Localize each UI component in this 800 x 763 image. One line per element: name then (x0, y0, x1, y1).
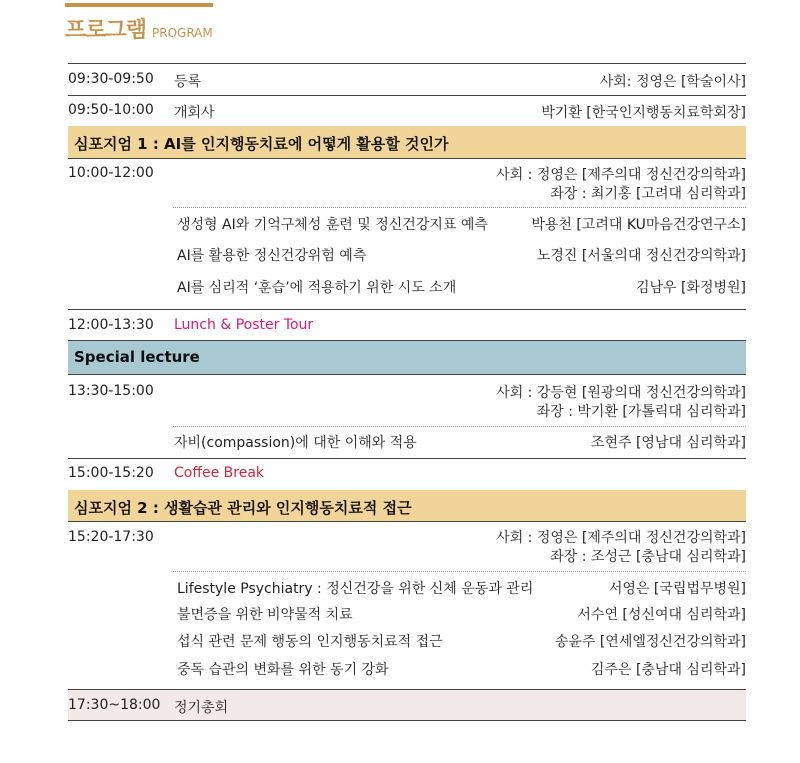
time-symposium2: 15:20-17:30 (68, 529, 154, 545)
label-registration: 등록 (174, 74, 202, 90)
divider (68, 521, 746, 522)
time-opening: 09:50-10:00 (68, 102, 154, 118)
special-lecture-title: Special lecture (74, 348, 200, 366)
divider (68, 689, 746, 690)
label-lunch: Lunch & Poster Tour (174, 317, 314, 333)
time-coffee: 15:00-15:20 (68, 465, 154, 481)
general-meeting-row (68, 690, 746, 720)
symposium2-header (68, 490, 746, 521)
divider (68, 374, 746, 375)
symposium2-title: 심포지엄 2 : 생활습관 관리와 인지행동치료적 접근 (74, 499, 412, 517)
divider (68, 720, 746, 721)
label-general: 정기총회 (174, 700, 229, 716)
symposium1-title: 심포지엄 1 : AI를 인지행동치료에 어떻게 활용할 것인가 (74, 135, 449, 153)
special-lecture-header (68, 340, 746, 374)
time-general: 17:30~18:00 (68, 697, 161, 713)
talk-topic: AI를 심리적 ‘훈습’에 적용하기 위한 시도 소개 (177, 280, 457, 296)
page-title (65, 13, 213, 44)
time-registration: 09:30-09:50 (68, 71, 154, 87)
person-registration: 사회: 정영은 [학술이사] (599, 74, 746, 90)
moderator-symposium2: 사회 : 정영은 [제주의대 정신건강의학과] (496, 530, 746, 546)
talk-speaker: 조현주 [영남대 심리학과] (590, 435, 746, 451)
moderator-symposium1: 사회 : 정영은 [제주의대 정신건강의학과] (496, 167, 746, 183)
talk-speaker: 송윤주 [연세엘정신건강의학과] (554, 634, 746, 650)
page-title-main: 프로그램 (65, 18, 147, 43)
talk-speaker: 김주은 [충남대 심리학과] (590, 662, 746, 678)
talk-topic: 섭식 관련 문제 행동의 인지행동치료적 접근 (177, 634, 443, 650)
person-opening: 박기환 [한국인지행동치료학회장] (541, 105, 746, 121)
dotted-divider (173, 426, 746, 427)
talk-topic: 중독 습관의 변화를 위한 동기 강화 (177, 662, 389, 678)
talk-speaker: 서수연 [성신여대 심리학과] (577, 607, 746, 623)
header-accent-bar (65, 3, 213, 7)
time-special: 13:30-15:00 (68, 383, 154, 399)
talk-topic: 생성형 AI와 기억구체성 훈련 및 정신건강지표 예측 (177, 217, 488, 233)
divider (68, 63, 746, 64)
talk-topic: AI를 활용한 정신건강위험 예측 (177, 248, 367, 264)
talk-topic: 불면증을 위한 비약물적 치료 (177, 607, 353, 623)
talk-topic: Lifestyle Psychiatry : 정신건강을 위한 신체 운동과 관리 (177, 581, 534, 597)
divider (68, 458, 746, 459)
divider (68, 309, 746, 310)
divider (68, 95, 746, 96)
talk-speaker: 노경진 [서울의대 정신건강의학과] (536, 248, 746, 264)
symposium1-header (68, 126, 746, 158)
dotted-divider (173, 207, 746, 208)
talk-speaker: 서영은 [국립법무병원] (608, 581, 746, 597)
divider (68, 158, 746, 159)
chair-special: 좌장 : 박기환 [가톨릭대 심리학과] (536, 404, 746, 420)
chair-symposium1: 좌장 : 최기홍 [고려대 심리학과] (550, 186, 746, 202)
moderator-special: 사회 : 강등현 [원광의대 정신건강의학과] (496, 385, 746, 401)
page-title-sub: PROGRAM (152, 26, 213, 40)
time-lunch: 12:00-13:30 (68, 317, 154, 333)
time-symposium1: 10:00-12:00 (68, 165, 154, 181)
dotted-divider (173, 571, 746, 572)
divider (68, 340, 746, 341)
talk-speaker: 박용천 [고려대 KU마음건강연구소] (531, 217, 746, 233)
label-opening: 개회사 (174, 105, 215, 121)
label-coffee: Coffee Break (174, 465, 265, 481)
talk-speaker: 김남우 [화정병원] (635, 280, 746, 296)
talk-topic: 자비(compassion)에 대한 이해와 적용 (174, 435, 417, 451)
chair-symposium2: 좌장 : 조성근 [충남대 심리학과] (550, 549, 746, 565)
